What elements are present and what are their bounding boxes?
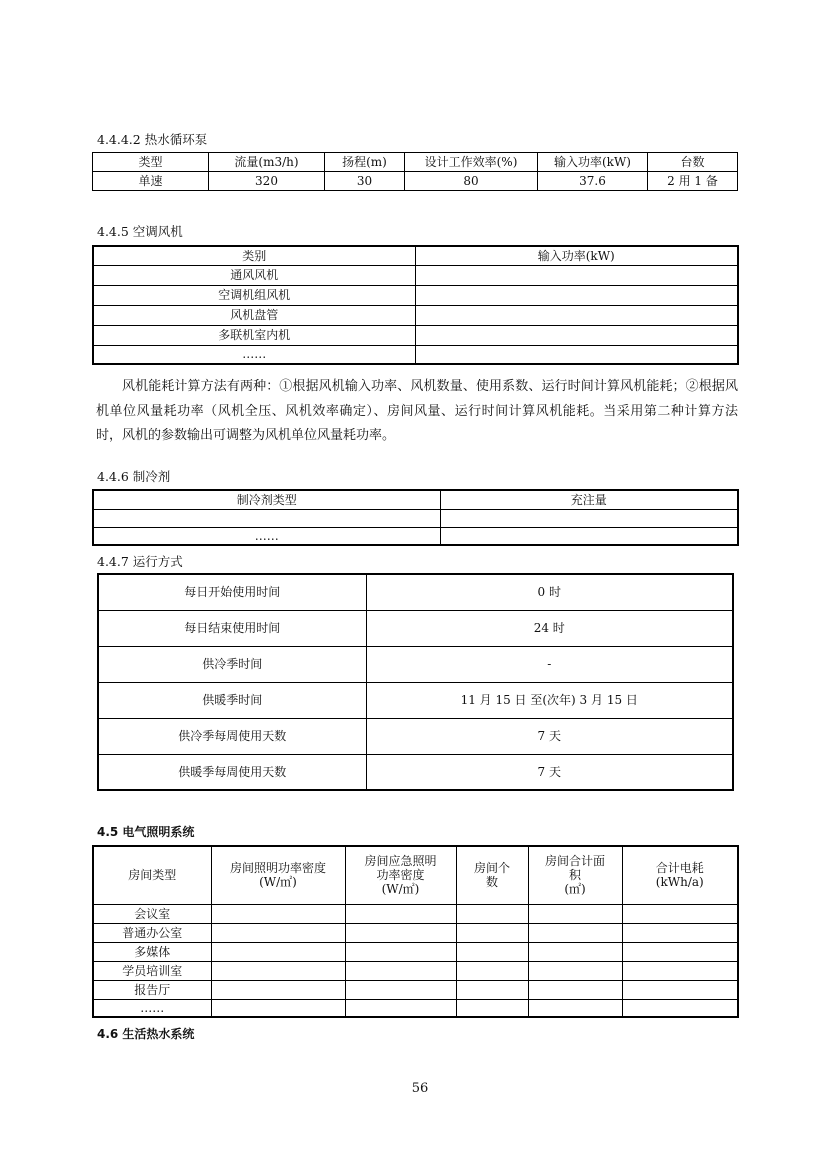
fan-type-cell: …… [93,345,415,364]
pump-header-cell: 设计工作效率(%) [405,153,538,172]
refrigerant-header-cell: 制冷剂类型 [93,490,440,509]
fan-power-cell [415,325,738,345]
fan-table [92,245,739,365]
fan-header-cell: 类别 [93,246,415,265]
operation-label-cell: 每日结束使用时间 [98,610,366,646]
pump-header-cell: 输入功率(kW) [538,153,648,172]
operation-label-cell: 供冷季每周使用天数 [98,718,366,754]
refrigerant-header-cell: 充注量 [440,490,738,509]
operation-value-cell: - [366,646,733,682]
refrigerant-amount-cell [440,509,738,527]
fan-type-cell: 多联机室内机 [93,325,415,345]
fan-type-cell: 空调机组风机 [93,285,415,305]
operation-label-cell: 供暖季每周使用天数 [98,754,366,790]
lighting-header-cell: 房间照明功率密度 (W/㎡) [211,846,345,904]
lighting-header-cell: 房间个 数 [456,846,528,904]
lighting-header-cell: 房间合计面 积 (㎡) [528,846,622,904]
pump-header-cell: 台数 [648,153,738,172]
pump-cell: 80 [405,172,538,191]
room-type-cell: 报告厅 [93,980,211,999]
operation-table [97,573,734,791]
operation-value-cell: 0 时 [366,574,733,610]
pump-header-cell: 扬程(m) [325,153,405,172]
fan-power-cell [415,345,738,364]
refrigerant-type-cell: …… [93,527,440,545]
fan-type-cell: 通风风机 [93,265,415,285]
fan-power-cell [415,265,738,285]
lighting-header-cell: 房间应急照明 功率密度 (W/㎡) [345,846,456,904]
pump-table [92,152,738,191]
fan-type-cell: 风机盘管 [93,305,415,325]
operation-value-cell: 11 月 15 日 至(次年) 3 月 15 日 [366,682,733,718]
operation-value-cell: 7 天 [366,754,733,790]
pump-header-cell: 流量(m3/h) [209,153,325,172]
section-heading-45: 4.5 电气照明系统 [97,825,195,839]
fan-power-cell [415,305,738,325]
pump-header-cell: 类型 [93,153,209,172]
page-number: 56 [411,1081,429,1096]
fan-energy-paragraph: 风机能耗计算方法有两种：①根据风机输入功率、风机数量、使用系数、运行时间计算风机能耗；②根据风机单位风量耗功率（风机全压、风机效率确定）、房间风量、运行时间计算风机能耗。当采用第二种计算方法时，风机的参数输出可调整为风机单位风量耗功率。 [96,379,738,443]
operation-label-cell: 每日开始使用时间 [98,574,366,610]
section-heading-446: 4.4.6 制冷剂 [97,469,171,484]
pump-cell: 2 用 1 备 [648,172,738,191]
lighting-header-cell: 合计电耗 (kWh/a) [622,846,738,904]
refrigerant-amount-cell [440,527,738,545]
section-heading-4442: 4.4.4.2 热水循环泵 [97,132,208,147]
operation-value-cell: 7 天 [366,718,733,754]
refrigerant-table [92,489,739,546]
pump-cell: 单速 [93,172,209,191]
operation-label-cell: 供冷季时间 [98,646,366,682]
refrigerant-type-cell [93,509,440,527]
lighting-header-cell: 房间类型 [93,846,211,904]
pump-cell: 30 [325,172,405,191]
pump-cell: 320 [209,172,325,191]
room-type-cell: 会议室 [93,904,211,923]
lighting-table [92,845,739,1018]
section-heading-447: 4.4.7 运行方式 [97,554,183,569]
pump-cell: 37.6 [538,172,648,191]
room-type-cell: 普通办公室 [93,923,211,942]
room-type-cell: 学员培训室 [93,961,211,980]
room-type-cell: 多媒体 [93,942,211,961]
fan-power-cell [415,285,738,305]
room-type-cell: …… [93,999,211,1017]
section-heading-46: 4.6 生活热水系统 [97,1027,195,1041]
fan-header-cell: 输入功率(kW) [415,246,738,265]
operation-value-cell: 24 时 [366,610,733,646]
operation-label-cell: 供暖季时间 [98,682,366,718]
section-heading-445: 4.4.5 空调风机 [97,224,183,239]
